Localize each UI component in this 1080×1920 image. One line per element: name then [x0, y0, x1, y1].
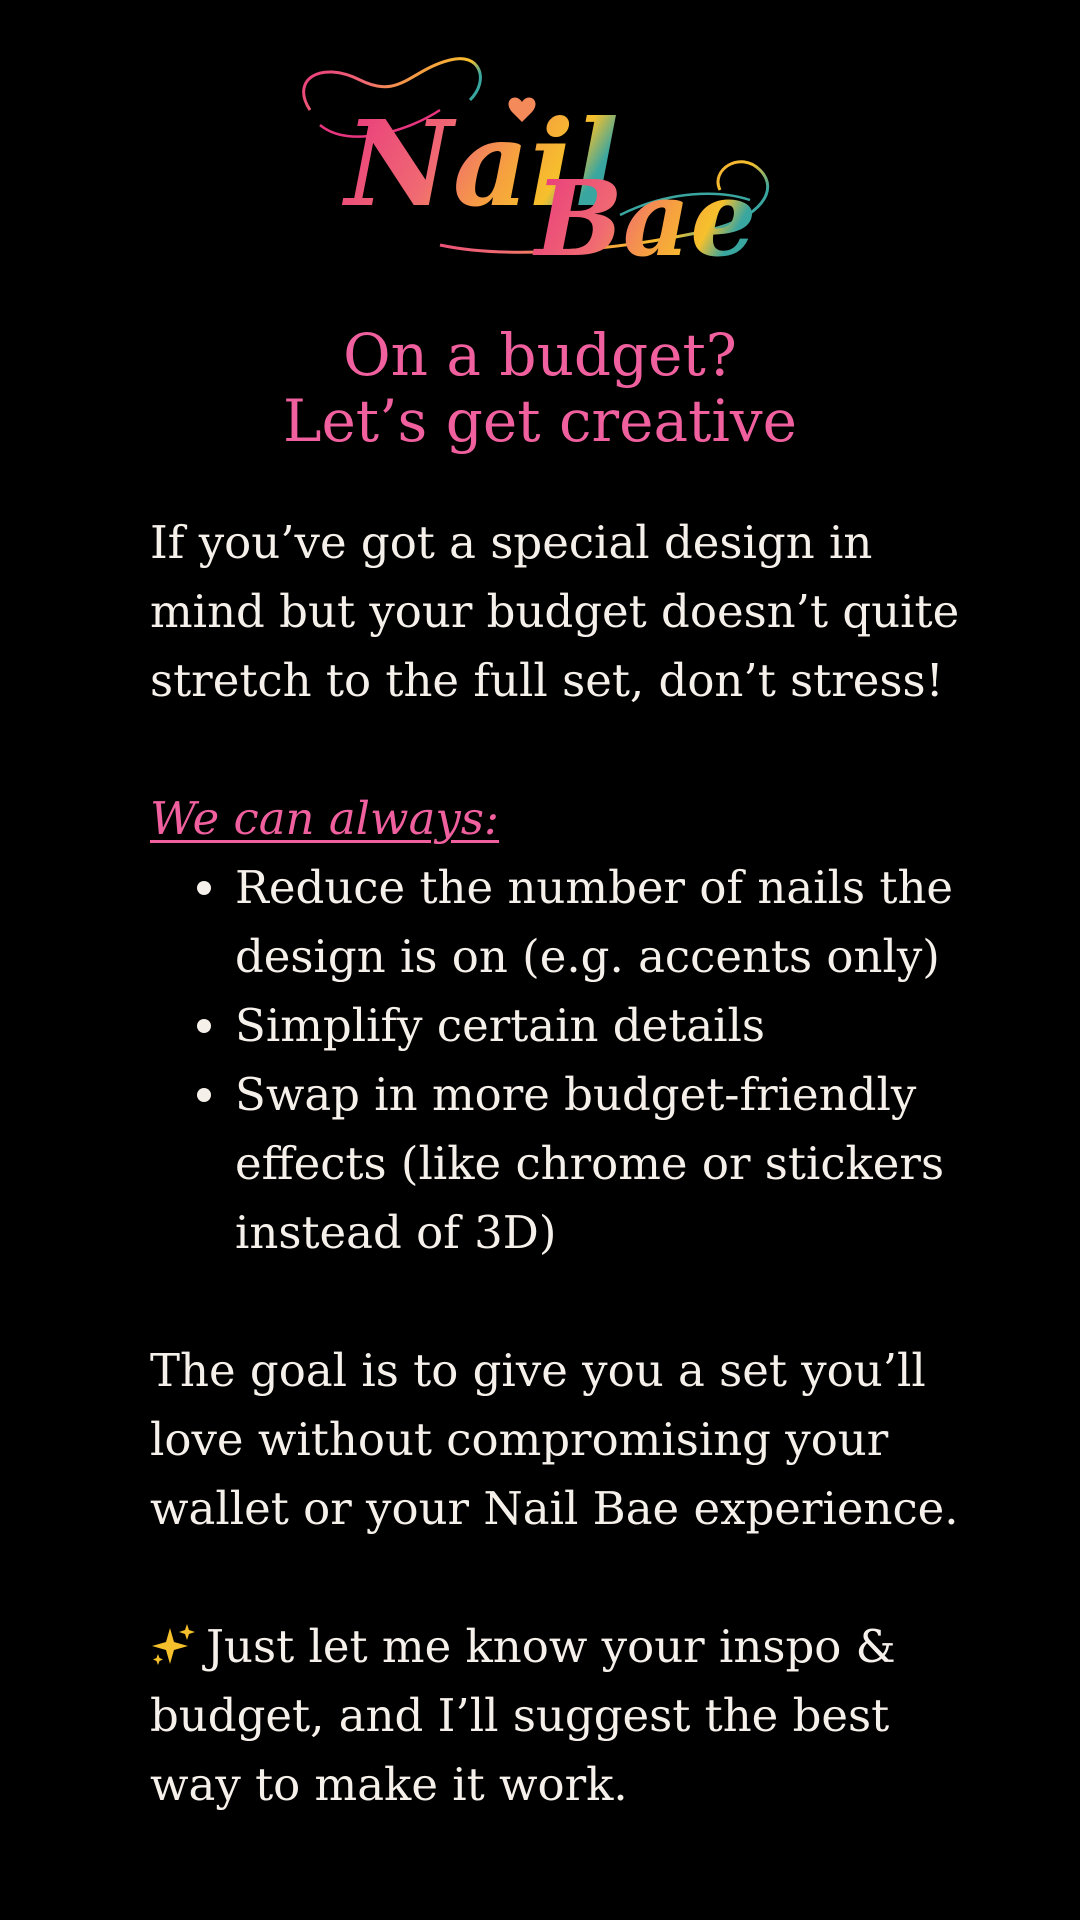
spacer: [150, 715, 990, 784]
nail-bae-logo: [290, 40, 790, 280]
option-3-line-2: effects (like chrome or stickers: [235, 1137, 945, 1190]
option-2-line-1: Simplify certain details: [235, 999, 766, 1052]
option-1-line-2: design is on (e.g. accents only): [235, 930, 940, 983]
headline-line-1: On a budget?: [343, 321, 737, 389]
option-1-line-1: Reduce the number of nails the: [235, 861, 954, 914]
cta-line-3: way to make it work.: [150, 1758, 628, 1811]
headline: [0, 322, 1080, 454]
logo-text-bae: Bae: [535, 157, 757, 280]
list-item: [150, 1060, 990, 1267]
cta-line-1: Just let me know your inspo &: [206, 1620, 896, 1673]
options-list: [150, 853, 990, 1267]
sparkles-icon: [150, 1622, 196, 1668]
intro-paragraph: [150, 508, 990, 715]
option-3-line-1: Swap in more budget-friendly: [235, 1068, 917, 1121]
spacer: [150, 1543, 990, 1612]
body-content: [150, 508, 990, 1819]
cta-paragraph: [150, 1612, 990, 1819]
intro-line-3: stretch to the full set, don’t stress!: [150, 654, 944, 707]
bullet-icon: [197, 1019, 211, 1033]
goal-paragraph: [150, 1336, 990, 1543]
options-heading: We can always:: [150, 792, 500, 845]
cta-line-2: budget, and I’ll suggest the best: [150, 1689, 890, 1742]
list-item: [150, 853, 990, 991]
headline-line-2: Let’s get creative: [282, 387, 798, 455]
bullet-icon: [197, 1088, 211, 1102]
list-item: [150, 991, 990, 1060]
bullet-icon: [197, 881, 211, 895]
option-3-line-3: instead of 3D): [235, 1206, 557, 1259]
goal-line-1: The goal is to give you a set you’ll: [150, 1344, 926, 1397]
goal-line-3: wallet or your Nail Bae experience.: [150, 1482, 959, 1535]
logo-text-nail: Nail: [345, 94, 619, 233]
spacer: [150, 1267, 990, 1336]
goal-line-2: love without compromising your: [150, 1413, 889, 1466]
intro-line-1: If you’ve got a special design in: [150, 516, 873, 569]
intro-line-2: mind but your budget doesn’t quite: [150, 585, 960, 638]
